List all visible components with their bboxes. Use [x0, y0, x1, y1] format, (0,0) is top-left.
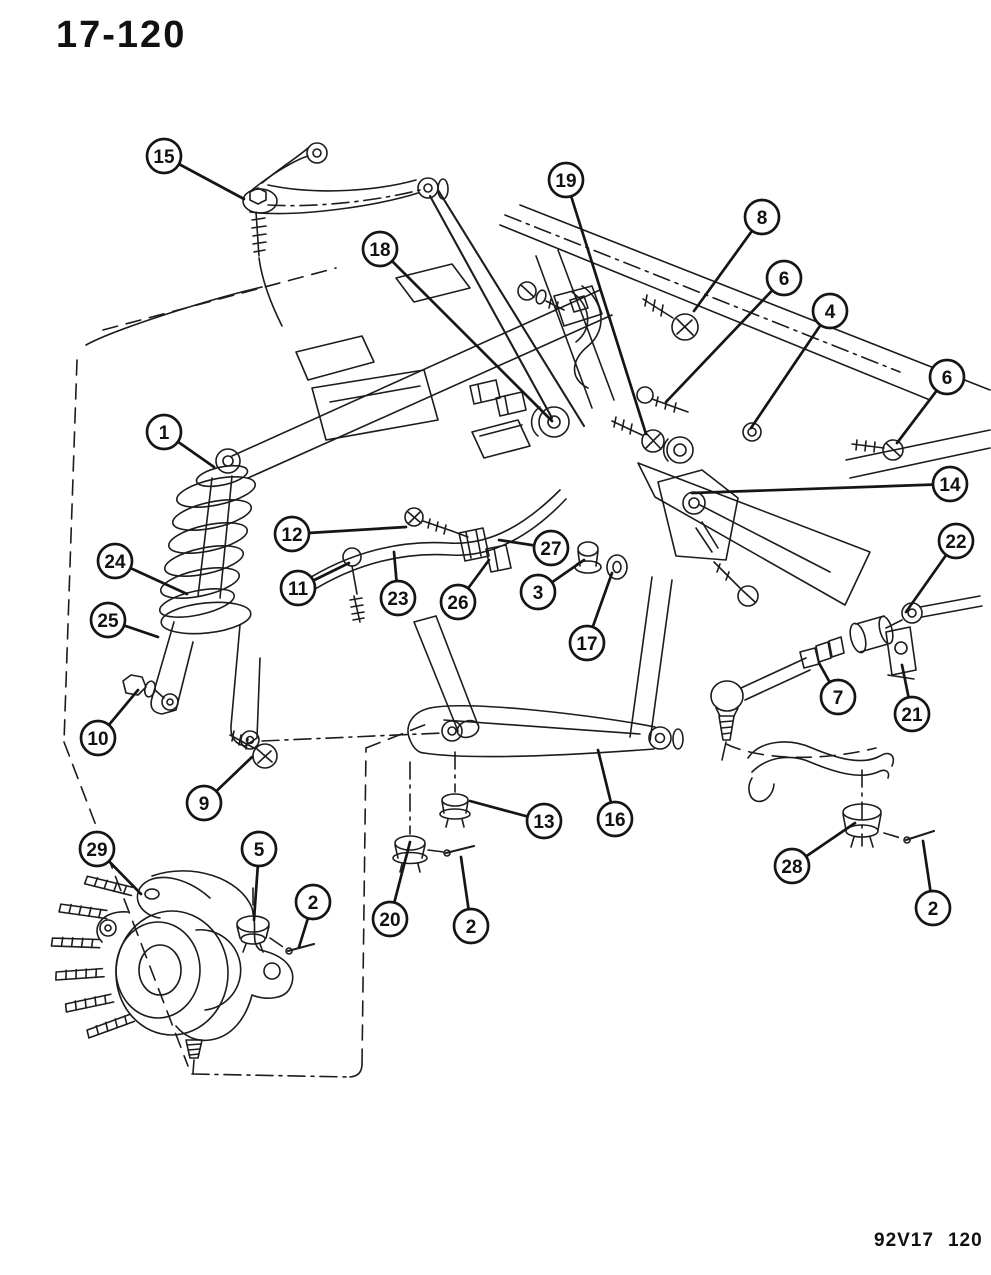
callout-number-27: 27 — [540, 538, 562, 560]
callout-25 — [91, 603, 158, 637]
callout-number-3: 3 — [532, 582, 544, 604]
callout-layer — [80, 139, 973, 947]
callout-12 — [275, 517, 406, 551]
callout-10 — [81, 690, 138, 755]
coil-over-shock — [157, 449, 257, 623]
callout-9 — [187, 757, 252, 820]
callout-7 — [819, 663, 855, 714]
callout-20 — [373, 842, 410, 936]
callout-3 — [521, 560, 584, 609]
callout-number-22: 22 — [945, 531, 967, 553]
callout-6a — [666, 261, 801, 402]
callout-number-6b: 6 — [941, 367, 953, 389]
callout-2a — [296, 885, 330, 947]
callout-number-4: 4 — [824, 301, 836, 323]
callout-2c — [916, 841, 950, 925]
callout-13 — [470, 801, 561, 838]
callout-number-13: 13 — [533, 811, 555, 833]
callout-number-21: 21 — [901, 704, 923, 726]
callout-number-14: 14 — [939, 474, 961, 496]
callout-15 — [147, 139, 244, 199]
upper-control-arm — [243, 143, 448, 326]
callout-number-29: 29 — [86, 839, 108, 861]
callout-17 — [570, 573, 612, 660]
callout-number-16: 16 — [604, 809, 626, 831]
callout-number-18: 18 — [369, 239, 391, 261]
callout-number-24: 24 — [104, 551, 126, 573]
shock-fork — [151, 598, 442, 749]
callout-leader-19 — [566, 180, 646, 434]
callout-number-2c: 2 — [927, 898, 939, 920]
callout-6b — [897, 360, 964, 443]
callout-number-2b: 2 — [465, 916, 477, 938]
tie-rod-bracket — [886, 627, 916, 679]
callout-1 — [147, 415, 214, 467]
callout-23 — [381, 552, 415, 615]
figure-code-right: 120 — [947, 1230, 983, 1251]
figure-code — [874, 1230, 983, 1252]
callout-leader-18 — [380, 249, 552, 421]
mount-bracket — [630, 470, 758, 741]
callout-number-12: 12 — [281, 524, 303, 546]
callout-number-2a: 2 — [307, 892, 319, 914]
callout-21 — [895, 665, 929, 731]
callout-number-17: 17 — [576, 633, 598, 655]
callout-5 — [242, 832, 276, 920]
callout-number-19: 19 — [555, 170, 577, 192]
callout-number-23: 23 — [387, 588, 409, 610]
callout-16 — [598, 750, 632, 836]
callout-11 — [281, 563, 349, 605]
callout-number-28: 28 — [781, 856, 803, 878]
callout-number-11: 11 — [287, 578, 309, 600]
callout-number-6a: 6 — [778, 268, 790, 290]
callout-number-9: 9 — [198, 793, 210, 815]
lower-control-arm — [408, 616, 683, 757]
tie-rod — [711, 596, 982, 760]
callout-26 — [441, 560, 489, 619]
callout-number-25: 25 — [97, 610, 119, 632]
callout-2b — [454, 857, 488, 943]
callout-14 — [692, 467, 967, 501]
callout-number-15: 15 — [153, 146, 175, 168]
figure-code-left: 92V17 — [874, 1230, 934, 1251]
stabilizer-bolt — [405, 508, 468, 537]
callout-number-1: 1 — [158, 422, 170, 444]
callout-number-10: 10 — [87, 728, 109, 750]
figure-number: 17-120 — [56, 14, 187, 56]
fork-bolt — [230, 731, 277, 768]
callout-leader-4 — [751, 311, 830, 428]
callout-number-26: 26 — [447, 592, 469, 614]
body-outline — [64, 268, 432, 1077]
callout-number-8: 8 — [756, 207, 768, 229]
callout-leader-14 — [692, 484, 950, 493]
callout-8 — [694, 200, 779, 311]
arm-retainers — [393, 752, 474, 872]
callout-number-5: 5 — [253, 839, 265, 861]
callout-28 — [775, 823, 855, 883]
callout-number-20: 20 — [379, 909, 401, 931]
callout-number-7: 7 — [832, 687, 844, 709]
frame-rails — [232, 205, 990, 605]
